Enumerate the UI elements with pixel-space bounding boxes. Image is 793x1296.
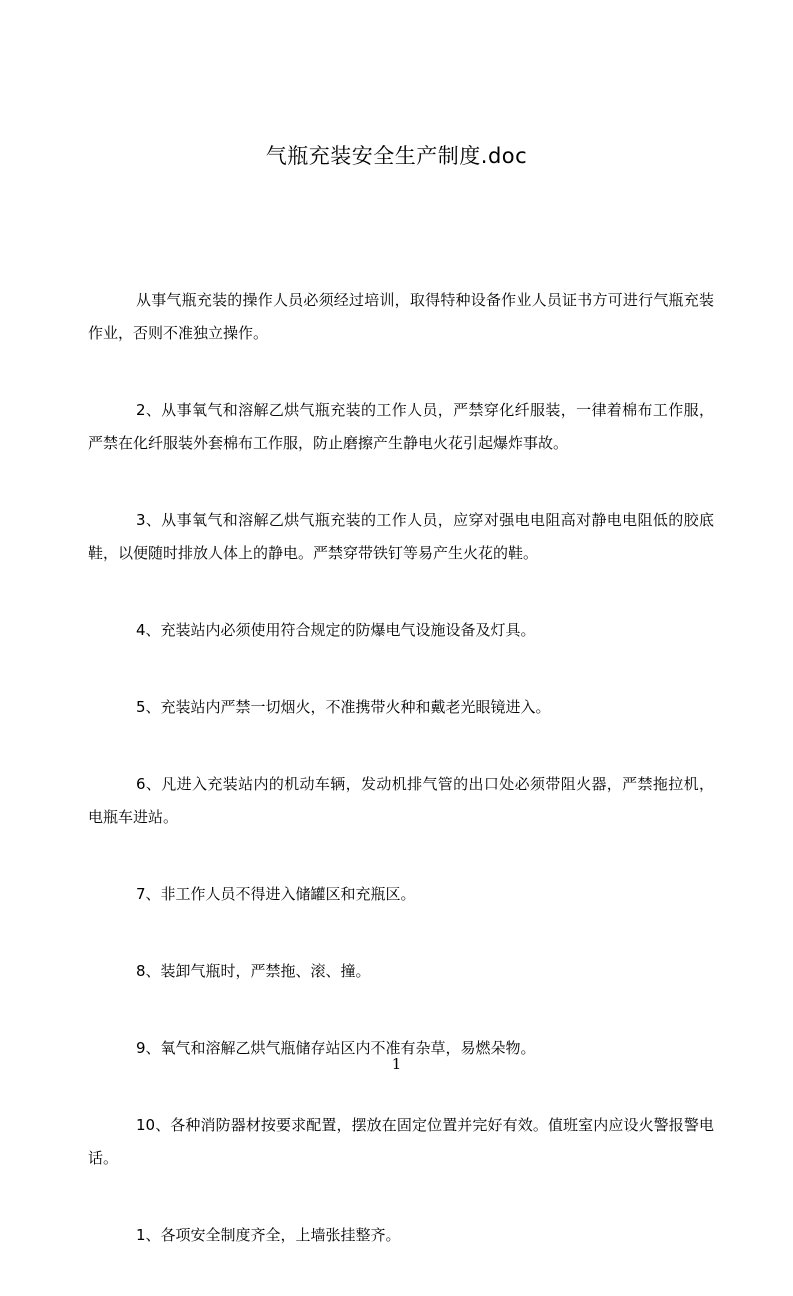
paragraph-6: 6、凡进入充装站内的机动车辆，发动机排气管的出口处必须带阻火器，严禁拖拉机，电瓶车进站。 <box>88 775 714 826</box>
paragraph-1: 从事气瓶充装的操作人员必须经过培训，取得特种设备作业人员证书方可进行气瓶充装作业，否则不准独立操作。 <box>88 291 714 342</box>
paragraph-5: 5、充装站内严禁一切烟火，不准携带火种和戴老光眼镜进入。 <box>136 698 551 716</box>
paragraph-3: 3、从事氧气和溶解乙烘气瓶充装的工作人员，应穿对强电电阻高对静电电阻低的胶底鞋，以便随时排放人体上的静电。严禁穿带铁钉等易产生火花的鞋。 <box>88 511 714 562</box>
paragraph-8: 8、装卸气瓶时，严禁拖、滚、撞。 <box>136 962 371 980</box>
paragraph-10: 10、各种消防器材按要求配置，摆放在固定位置并完好有效。值班室内应设火警报警电话。 <box>88 1116 714 1167</box>
paragraph-4: 4、充装站内必须使用符合规定的防爆电气设施设备及灯具。 <box>136 621 536 639</box>
page-number: 1 <box>391 1055 402 1073</box>
paragraph-7: 7、非工作人员不得进入储罐区和充瓶区。 <box>136 885 416 903</box>
document-title: 气瓶充装安全生产制度.doc <box>265 144 528 168</box>
paragraph-11: 1、各项安全制度齐全，上墙张挂整齐。 <box>136 1226 401 1244</box>
document-body <box>88 284 714 1296</box>
paragraph-9: 9、氧气和溶解乙烘气瓶储存站区内不准有杂草，易燃朵物。 <box>136 1039 536 1057</box>
paragraph-2: 2、从事氧气和溶解乙烘气瓶充装的工作人员，严禁穿化纤服装，一律着棉布工作服，严禁在化纤服装外套棉布工作服，防止磨擦产生静电火花引起爆炸事故。 <box>88 401 714 452</box>
